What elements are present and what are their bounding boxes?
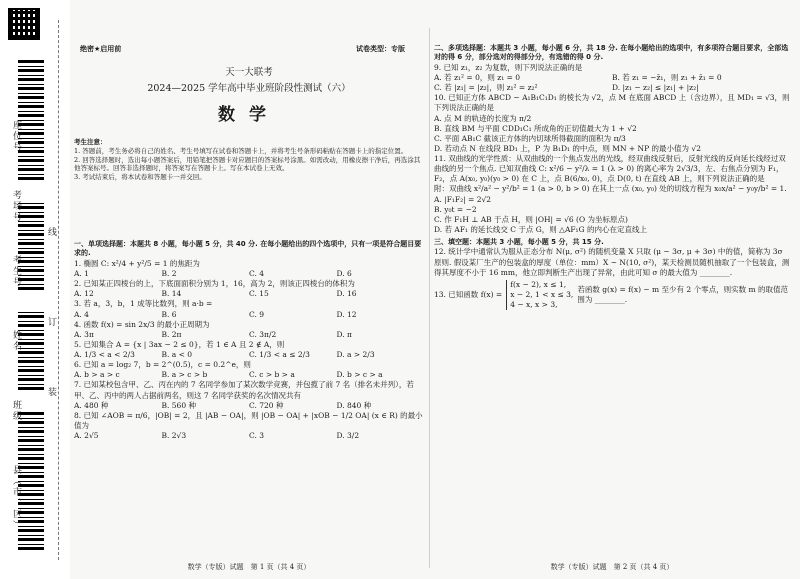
exam-name: 2024—2025 学年高中毕业班阶段性测试（六） [147, 83, 351, 94]
question-9-options [434, 73, 790, 83]
question-6-options [74, 370, 424, 380]
option: D. 若动点 N 在线段 BD₁ 上，P 为 B₁D₁ 的中点，则 MN + NP 的最小值为 √2 [434, 143, 701, 153]
field-class: 班级 [11, 400, 21, 422]
question-10: 10. 已知正方体 ABCD − A₁B₁C₁D₁ 的棱长为 √2，点 M 在底面 ABCD 上（含边界），且 MD₁ = √3，则下列说法正确的是 [434, 93, 790, 113]
binding-strip [0, 0, 70, 579]
subject-title: 数学 [218, 105, 280, 125]
question-9-options [434, 83, 790, 93]
footer-right: 数学（专版）试题 第 2 页（共 4 页） [550, 563, 674, 571]
note-item: 3. 考试结束后，将本试卷和答题卡一并交回。 [74, 173, 206, 182]
option: A. b > a > c [74, 370, 120, 380]
field-name: 姓名 [11, 330, 21, 352]
question-8-options [74, 431, 424, 441]
option: B. 560 种 [161, 400, 196, 410]
notes-heading: 考生注意： [74, 138, 107, 146]
option: D. a > 2/3 [336, 350, 375, 359]
option: D. 16 [336, 289, 357, 299]
option: C. 9 [249, 309, 265, 319]
option: A. 12 [74, 289, 94, 299]
right-column [434, 44, 790, 310]
seal-pack: 装 [48, 388, 58, 398]
option: D. 6 [336, 269, 352, 278]
option: B. 6 [161, 309, 177, 319]
option: D. 3/2 [336, 431, 360, 440]
section-single-choice [74, 240, 424, 441]
option: A. 2√5 [74, 431, 99, 440]
field-county: 县（市、区） [11, 465, 21, 531]
field-student-no: 考生号 [11, 255, 21, 288]
option: B. 若 z₁ = −z̄₁，则 z₁ + z̄₁ = 0 [612, 73, 722, 82]
option: C. 平面 AB₁C 截该正方体的内切球所得截面的面积为 π/3 [434, 133, 626, 143]
option: A. 1/3 < a < 2/3 [74, 350, 135, 359]
section3-heading: 三、填空题：本题共 3 小题，每小题 5 分，共 15 分. [434, 238, 604, 246]
option: B. 2√3 [161, 431, 187, 440]
option: D. 840 种 [336, 400, 372, 410]
footer-left: 数学（专版）试题 第 1 页（共 4 页） [187, 563, 311, 571]
option: C. 1/3 < a ≤ 2/3 [249, 350, 310, 359]
section1-heading: 一、单项选择题：本题共 8 小题，每小题 5 分，共 40 分. 在每小题给出的四个选项中，只有一项是符合题目要求的. [74, 240, 422, 258]
option: B. 2π [161, 329, 182, 339]
question-13-stem: 13. 已知函数 f(x) = [434, 289, 503, 299]
note-item: 2. 回答选择题时，选出每小题答案后，用铅笔把答题卡对应题目的答案标号涂黑。如需改动，用橡皮擦干净后，再选涂其他答案标号。回答非选择题时，将答案写在答题卡上。写在本试卷上无效。 [74, 155, 421, 173]
question-4-options [74, 330, 424, 340]
option: B. a > c > b [161, 370, 208, 380]
option: A. 点 M 的轨迹的长度为 π/2 [434, 113, 532, 123]
option: B. 14 [161, 289, 182, 299]
option: D. 若 AF₁ 的延长线交 C 于点 G，则 △AF₁G 的内心在定直线上 [434, 224, 647, 234]
option: D. π [336, 329, 352, 339]
field-seat: 座位号 [11, 120, 21, 153]
option: B. 2 [161, 269, 177, 278]
option: A. 4 [74, 309, 89, 319]
seal-line: 线 [48, 228, 58, 238]
exam-org: 天一大联考 [225, 67, 273, 78]
question-2-options [74, 289, 424, 299]
question-3: 3. 若 a，3，b，1 成等比数列，则 a·b = [74, 299, 213, 309]
question-5: 5. 已知集合 A = {x | 3ax − 2 ≤ 0}，若 1 ∈ A 且 2 ∉ A，则 [74, 339, 285, 349]
option: D. 12 [336, 309, 357, 319]
option: A. 1 [74, 269, 89, 278]
option: C. 4 [249, 269, 265, 278]
question-1-options [74, 269, 424, 279]
question-6: 6. 已知 a = log₂ 7，b = 2^(0.5)，c = 0.2^e，则 [74, 360, 251, 370]
option: B. y₀t = −2 [434, 204, 477, 214]
question-7: 7. 已知某校包含甲、乙、丙在内的 7 名同学参加了某次数学竞赛，并包揽了前 7 名（排名未并列），若甲、乙、丙中的两人占据前两名，则这 7 名同学获奖的名次情况共有 [74, 380, 414, 400]
option: C. 3 [249, 431, 265, 440]
cut-line [58, 20, 59, 560]
option: B. 直线 BM 与平面 CDD₁C₁ 所成角的正切值最大为 1 + √2 [434, 123, 637, 133]
option: C. 3π/2 [249, 329, 277, 339]
option: C. 720 种 [249, 400, 284, 410]
option: A. 若 z₁² = 0，则 z₁ = 0 [434, 73, 521, 82]
piecewise-case: f(x − 2), x ≤ 1, [510, 279, 567, 289]
option: C. 作 F₁H ⊥ AB 于点 H，则 |OH| = √6 (O 为坐标原点) [434, 214, 628, 224]
question-12: 12. 统计学中通常认为服从正态分布 N(μ, σ²) 的随机变量 X 只取 (μ − 3σ, μ + 3σ) 中的值，简称为 3σ 原则. 假设某厂生产的包装盒的厚度（单位：mm）X ~ N(10, σ²)，某天检测员随机抽取了一个包装盒，测得其厚度不小于 16 mm，他立即判断生产出现了异常，由此可知 σ 的最大值为 ________. [434, 247, 790, 277]
seal-bind: 订 [48, 318, 58, 328]
section2-heading: 二、多项选择题：本题共 3 小题，每小题 6 分，共 18 分. 在每小题给出的选项中，有多项符合题目要求，全部选对的得 6 分，部分选对的得部分分，有选错的得 0 分. [434, 44, 789, 62]
question-5-options [74, 350, 424, 360]
piecewise-cases [506, 280, 573, 310]
question-11: 11. 双曲线的光学性质：从双曲线的一个焦点发出的光线，经双曲线反射后，反射光线的反向延长线经过双曲线的另一个焦点. 已知双曲线 C: x²/6 − y²/λ = 1 (λ > 0) 的离心率为 2√3/3，左、右焦点分别为 F₁，F₂，点 A(x₀, y₀)(y₀ > 0) 在 C 上，点 B(6/x₀, 0)，点 D(0, t) 在直线 AB 上，则下列说法正确的是 [434, 154, 786, 184]
question-4: 4. 函数 f(x) = sin 2x/3 的最小正周期为 [74, 319, 210, 329]
field-room: 考场号 [11, 190, 21, 223]
qr-code-icon [8, 8, 40, 40]
question-8: 8. 已知 ∠AOB = π/6，|OB| = 2，且 |AB − OA|，则 |OB − OA| + |xOB − 1/2 OA| (x ∈ R) 的最小值为 [74, 410, 423, 430]
question-13 [434, 280, 790, 310]
option: C. 15 [249, 289, 269, 299]
question-7-options [74, 401, 424, 411]
option: C. 若 |z₁| = |z₂|，则 z₁² = z₂² [434, 83, 538, 93]
question-3-options [74, 310, 424, 320]
question-2: 2. 已知某正四棱台的上，下底面面积分别为 1，16，高为 2，则该正四棱台的体积为 [74, 279, 355, 289]
question-1: 1. 椭圆 C: x²/4 + y²/5 = 1 的焦距为 [74, 258, 200, 268]
option: D. b > c > a [336, 370, 383, 380]
paper-type: 试卷类型：专版 [356, 45, 405, 53]
piecewise-case: x − 2, 1 < x ≤ 3, [510, 289, 574, 299]
secret-label: 绝密★启用前 [80, 45, 122, 53]
piecewise-case: 4 − x, x > 3, [510, 300, 558, 310]
option: A. |F₁F₂| = 2√2 [434, 194, 492, 204]
question-11-hint: 附：双曲线 x²/a² − y²/b² = 1 (a > 0, b > 0) 在其上一点 (x₀, y₀) 处的切线方程为 x₀x/a² − y₀y/b² = 1. [434, 184, 787, 194]
option: D. |z₁ − z₂| ≤ |z₁| + |z₂| [612, 83, 699, 93]
option: A. 3π [74, 329, 94, 339]
note-item: 1. 答题前，考生务必将自己的姓名、考生号填写在试卷和答题卡上，并将考生号条形码粘贴在答题卡上的指定位置。 [74, 146, 408, 155]
option: A. 480 种 [74, 400, 109, 410]
question-9: 9. 已知 z₁，z₂ 为复数，则下列说法正确的是 [434, 62, 583, 72]
option: B. a < 0 [161, 350, 193, 359]
notes-block [74, 138, 424, 182]
column-divider [429, 28, 430, 568]
question-13-tail: 若函数 g(x) = f(x) − m 至少有 2 个零点，则实数 m 的取值范围为 ________. [577, 284, 788, 304]
option: C. c > b > a [249, 370, 295, 380]
